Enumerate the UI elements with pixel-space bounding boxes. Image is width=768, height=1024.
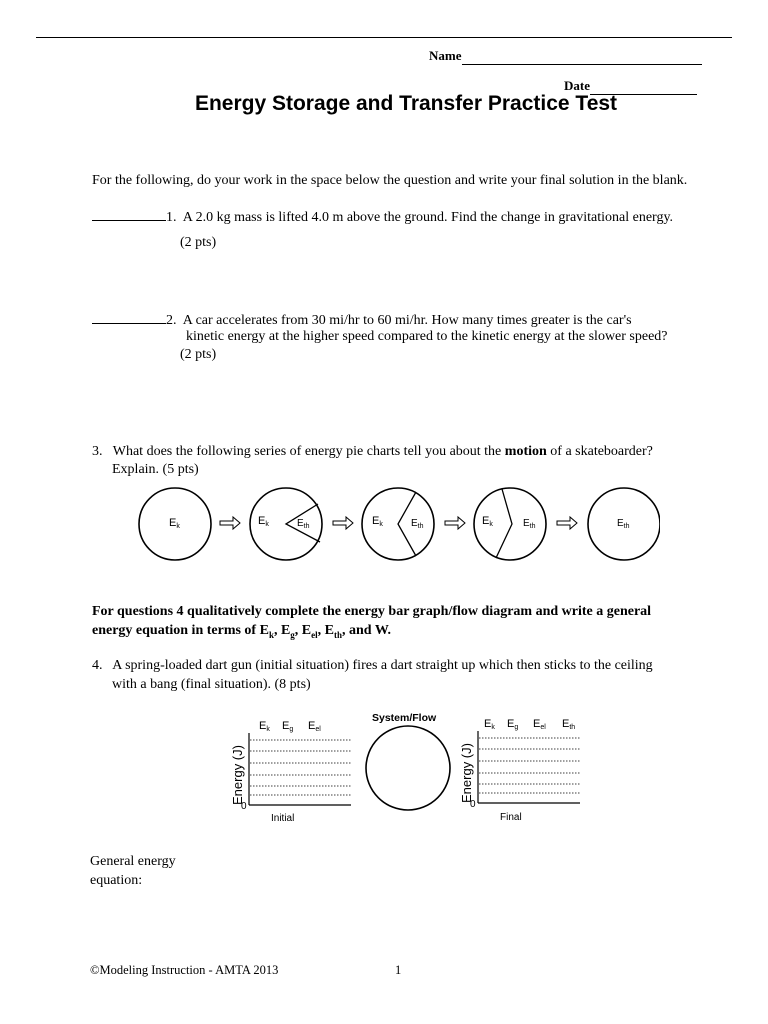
footer-copyright: ©Modeling Instruction - AMTA 2013 [90, 963, 279, 977]
initial-col-ek: Ek [259, 720, 270, 733]
pie-3 [362, 488, 434, 560]
pie-4-wedge [496, 489, 512, 558]
system-flow-title: System/Flow [372, 712, 437, 724]
pie-2-label-eth: $E_{th}$ [297, 518, 310, 530]
name-label: Name [429, 48, 462, 63]
final-col-ek: Ek [484, 718, 495, 731]
pie-4-label-ek: Ek [482, 515, 493, 528]
date-label: Date [564, 78, 590, 93]
final-zero: 0 [470, 799, 476, 810]
q4-intro-line2: energy equation in terms of $E_k$, $E_g$, $E_{el}$, $E_{th}$, and W. [92, 623, 392, 640]
final-col-eth: Eth [562, 718, 576, 731]
pie-5-label-eth: $E_{th}$ [617, 518, 630, 530]
q2-points: (2 pts) [180, 347, 217, 362]
pie-4 [474, 488, 546, 560]
q3-text-bold: motion [504, 444, 547, 459]
q1-points: (2 pts) [180, 235, 217, 250]
initial-y-label: Energy (J) [230, 745, 245, 805]
pie-4-label-eth: $E_{th}$ [523, 518, 536, 530]
q3-number: 3. [92, 444, 103, 459]
initial-caption: Initial [271, 813, 295, 824]
answer-blank-2[interactable] [92, 311, 166, 324]
initial-bar-graph[interactable] [230, 720, 351, 824]
question-2 [92, 311, 632, 329]
question-3 [92, 443, 653, 460]
q1-text: A 2.0 kg mass is lifted 4.0 m above the ground. Find the change in gravitational energy. [182, 210, 674, 225]
final-bar-graph[interactable] [459, 718, 580, 823]
q2-number: 2. [166, 313, 177, 328]
page-number: 1 [395, 963, 402, 977]
system-flow-diagram[interactable] [366, 712, 450, 810]
question-1 [92, 208, 673, 226]
pie-3-label-ek: Ek [372, 515, 383, 528]
instructions: For the following, do your work in the space below the question and write your final solution in the blank. [92, 173, 688, 188]
final-y-label: Energy (J) [459, 743, 474, 803]
q3-text-before: What does the following series of energy pie charts tell you about the [112, 444, 505, 459]
arrow-4 [557, 517, 577, 529]
general-equation-label-line1: General energy [90, 854, 176, 869]
pie-5 [588, 488, 660, 560]
pie-2 [250, 488, 322, 560]
final-caption: Final [500, 812, 522, 823]
q3-text-line2: Explain. (5 pts) [112, 462, 199, 477]
arrow-3 [445, 517, 465, 529]
page-title: Energy Storage and Transfer Practice Test [194, 92, 618, 115]
name-field[interactable] [429, 47, 702, 65]
question-4 [92, 657, 653, 674]
q4-text-line1: A spring-loaded dart gun (initial situation) fires a dart straight up which then sticks to the ceiling [112, 658, 653, 673]
pie-1 [139, 488, 211, 560]
pie-3-label-eth: $E_{th}$ [411, 518, 424, 530]
pie-1-label-ek: Ek [169, 517, 180, 530]
q4-intro-line1: For questions 4 qualitatively complete the energy bar graph/flow diagram and write a general [92, 604, 652, 619]
energy-diagram [225, 705, 595, 830]
q4-number: 4. [92, 658, 103, 673]
pie-chart-series [130, 482, 660, 566]
q2-text-line2: kinetic energy at the higher speed compared to the kinetic energy at the slower speed? [186, 329, 668, 344]
q4-text-line2: with a bang (final situation). (8 pts) [112, 677, 311, 692]
pie-2-label-ek: Ek [258, 515, 269, 528]
arrow-2 [333, 517, 353, 529]
initial-col-eel: Eel [308, 720, 321, 733]
q3-text-after: of a skateboarder? [546, 444, 653, 459]
final-col-eel: Eel [533, 718, 546, 731]
answer-blank-1[interactable] [92, 208, 166, 221]
q2-text-line1: A car accelerates from 30 mi/hr to 60 mi/hr. How many times greater is the car's [182, 313, 632, 328]
arrow-1 [220, 517, 240, 529]
initial-col-eg: Eg [282, 720, 294, 733]
q1-number: 1. [166, 210, 177, 225]
name-line[interactable] [462, 50, 702, 65]
general-equation-label-line2: equation: [90, 873, 143, 888]
initial-zero: 0 [241, 801, 247, 812]
top-rule [36, 37, 732, 38]
final-col-eg: Eg [507, 718, 519, 731]
